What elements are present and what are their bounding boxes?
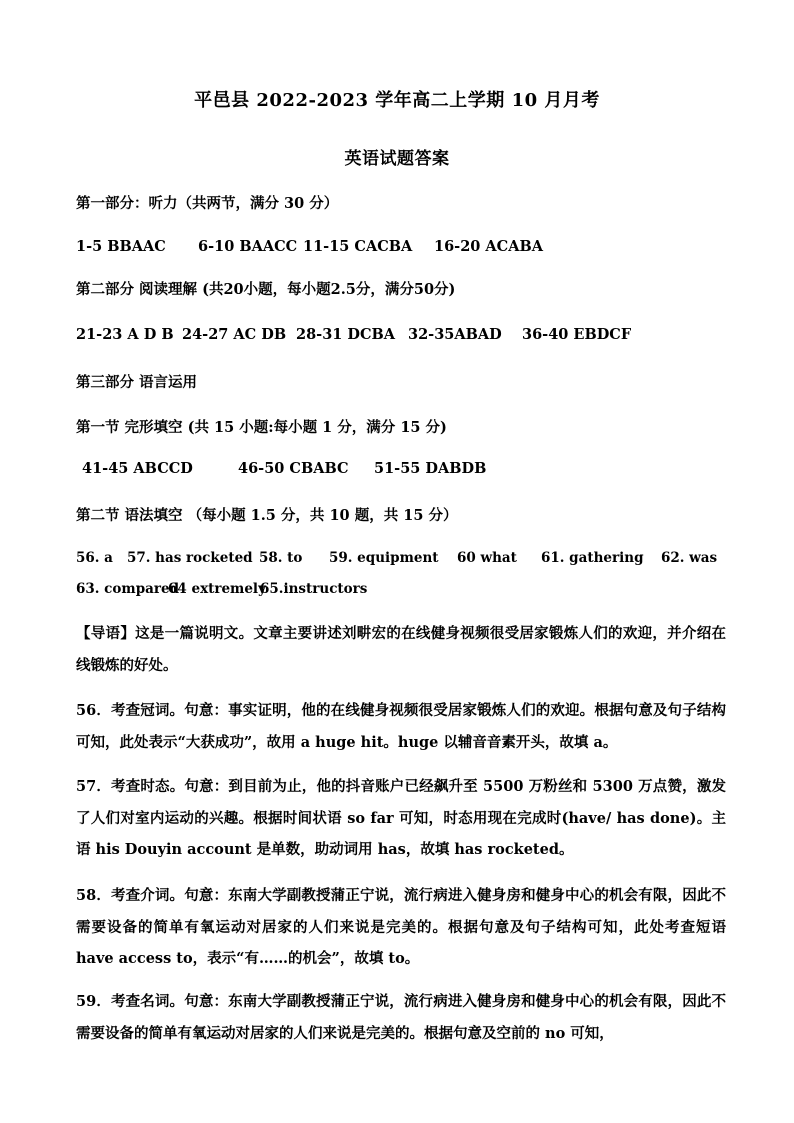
page-title: 平邑县 2022-2023 学年高二上学期 10 月月考 xyxy=(194,90,600,111)
answer-item: 60 what xyxy=(457,550,517,566)
answer-group: 51-55 DABDB xyxy=(374,460,487,477)
part1-answers xyxy=(76,238,736,255)
explanation-58: 58．考查介词。句意：东南大学副教授蒲正宁说，流行病进入健身房和健身中心的机会有限，因此不需要设备的简单有氧运动对居家的人们来说是完美的。根据句意及句子结构可知，此处考查短语 have access to，表示“有……的机会”，故填 to。 xyxy=(76,887,726,967)
grammar-answers-row1 xyxy=(76,550,736,566)
answer-item: 58. to xyxy=(259,550,303,566)
answer-group: 36-40 EBDCF xyxy=(522,326,632,343)
answer-item: 64 extremely xyxy=(168,581,266,597)
explanation-59: 59．考查名词。句意：东南大学副教授蒲正宁说，流行病进入健身房和健身中心的机会有限，因此不需要设备的简单有氧运动对居家的人们来说是完美的。根据句意及空前的 no 可知， xyxy=(76,993,726,1042)
answer-group: 41-45 ABCCD xyxy=(82,460,193,477)
explanation-57: 57．考查时态。句意：到目前为止，他的抖音账户已经飙升至 5500 万粉丝和 5300 万点赞，激发了人们对室内运动的兴趣。根据时间状语 so far 可知，时态用现在完成时(have/ has done)。主语 his Douyin account 是单数，助动词用 has，故填 has rocketed。 xyxy=(76,778,726,858)
answer-group: 46-50 CBABC xyxy=(238,460,349,477)
answer-group: 28-31 DCBA xyxy=(296,326,396,343)
answer-item: 57. has rocketed xyxy=(127,550,253,566)
part1-heading: 第一部分：听力（共两节，满分 30 分） xyxy=(76,195,339,212)
passage-intro: 【导语】这是一篇说明文。文章主要讲述刘畊宏的在线健身视频很受居家锻炼人们的欢迎，并介绍在线锻炼的好处。 xyxy=(76,625,726,674)
answer-item: 65.instructors xyxy=(260,581,368,597)
answer-group: 32-35ABAD xyxy=(408,326,502,343)
answer-item: 62. was xyxy=(661,550,718,566)
part3-section1-heading: 第一节 完形填空 (共 15 小题:每小题 1 分，满分 15 分) xyxy=(76,419,447,436)
page-subtitle: 英语试题答案 xyxy=(344,149,450,169)
answer-item: 63. compared xyxy=(76,581,180,597)
answer-group: 24-27 AC DB xyxy=(182,326,287,343)
answer-item: 56. a xyxy=(76,550,113,566)
part3-section2-heading: 第二节 语法填空 （每小题 1.5 分，共 10 题，共 15 分） xyxy=(76,507,458,524)
part2-answers xyxy=(76,326,736,343)
answer-group: 11-15 CACBA xyxy=(303,238,413,255)
part2-heading: 第二部分 阅读理解 (共20小题，每小题2.5分，满分50分) xyxy=(76,281,456,298)
explanation-56: 56．考查冠词。句意：事实证明，他的在线健身视频很受居家锻炼人们的欢迎。根据句意及句子结构可知，此处表示“大获成功”，故用 a huge hit。huge 以辅音音素开头，故填 a。 xyxy=(76,702,726,751)
answer-group: 16-20 ACABA xyxy=(434,238,543,255)
answer-group: 1-5 BBAAC xyxy=(76,238,166,255)
answer-group: 6-10 BAACC xyxy=(198,238,298,255)
answer-item: 59. equipment xyxy=(329,550,439,566)
part3-section1-answers xyxy=(82,460,742,477)
answer-item: 61. gathering xyxy=(541,550,644,566)
answer-group: 21-23 A D B xyxy=(76,326,174,343)
grammar-answers-row2 xyxy=(76,581,736,597)
part3-heading: 第三部分 语言运用 xyxy=(76,374,198,391)
